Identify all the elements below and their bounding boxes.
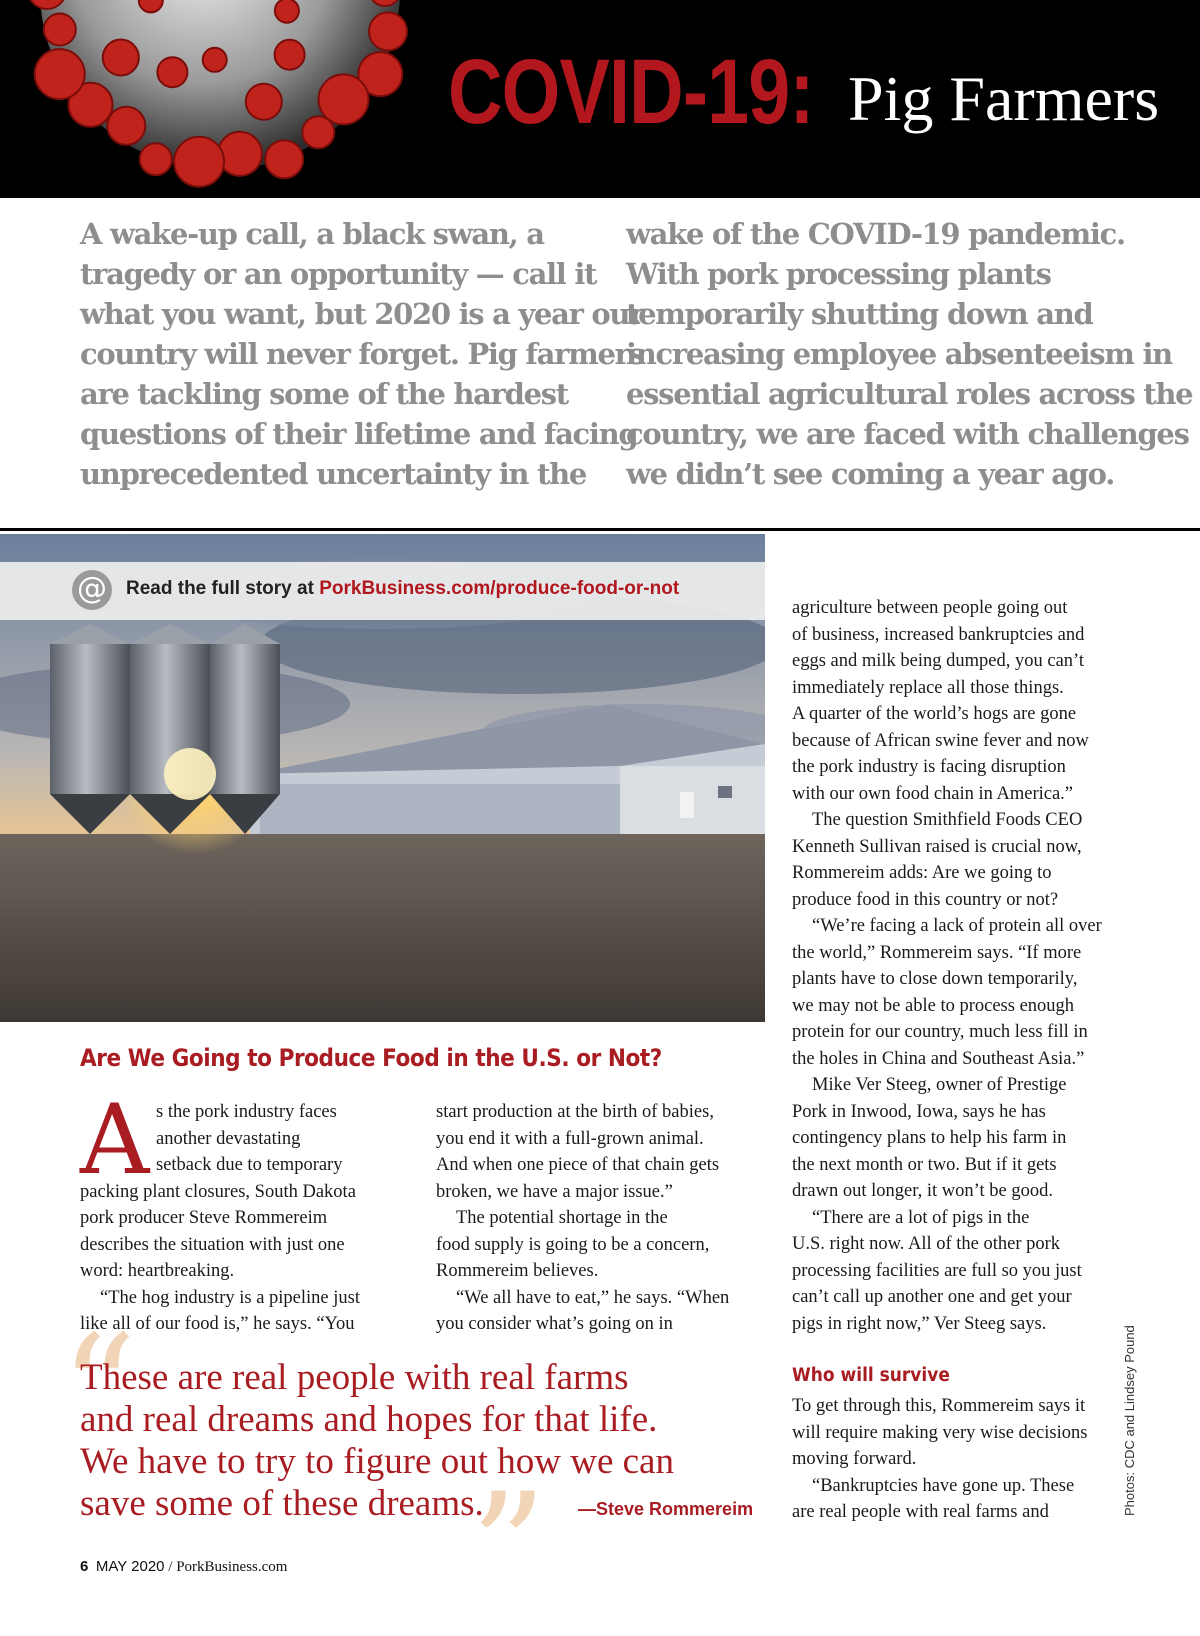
body-line: plants have to close down temporarily, bbox=[792, 969, 1078, 989]
body-line: contingency plans to help his farm in bbox=[792, 1128, 1067, 1148]
intro-line: essential agricultural roles across the bbox=[626, 377, 1193, 411]
body-line: “The hog industry is a pipeline just bbox=[100, 1287, 360, 1308]
body-line: agriculture between people going out bbox=[792, 598, 1068, 618]
body-line: Kenneth Sullivan raised is crucial now, bbox=[792, 836, 1082, 857]
virus-spike bbox=[174, 137, 224, 187]
intro-line: we didn’t see coming a year ago. bbox=[626, 457, 1114, 491]
close-quote-mark: ” bbox=[470, 1462, 547, 1636]
virus-spike bbox=[275, 40, 305, 70]
body-line: pork producer Steve Rommereim bbox=[80, 1208, 328, 1228]
title-covid: COVID-19: bbox=[448, 41, 814, 143]
body-line: you consider what’s going on in bbox=[436, 1314, 673, 1334]
intro-line: A wake-up call, a black swan, a bbox=[80, 217, 544, 251]
virus-spike bbox=[369, 12, 407, 50]
intro-line: what you want, but 2020 is a year our bbox=[80, 297, 644, 331]
virus-spike bbox=[275, 0, 299, 23]
body-line: packing plant closures, South Dakota bbox=[80, 1181, 356, 1202]
body-line: are real people with real farms and bbox=[792, 1502, 1049, 1522]
body-line: eggs and milk being dumped, you can’t bbox=[792, 651, 1085, 671]
body-line: Rommereim adds: Are we going to bbox=[792, 863, 1052, 883]
virus-spike bbox=[246, 84, 282, 120]
pull-quote-line: We have to try to figure out how we can bbox=[80, 1441, 674, 1482]
read-more-banner[interactable] bbox=[0, 562, 765, 620]
quote-attribution: —Steve Rommereim bbox=[578, 1499, 754, 1519]
page-footer bbox=[80, 1558, 287, 1576]
body-line: The potential shortage in the bbox=[456, 1208, 668, 1228]
body-line: pigs in right now,” Ver Steeg says. bbox=[792, 1313, 1047, 1334]
body-line: drawn out longer, it won’t be good. bbox=[792, 1181, 1053, 1201]
body-line: start production at the birth of babies, bbox=[436, 1102, 714, 1122]
page-title bbox=[448, 40, 1160, 145]
body-line: the next month or two. But if it gets bbox=[792, 1154, 1057, 1175]
coronavirus-illustration bbox=[0, 0, 460, 198]
story-link[interactable]: PorkBusiness.com/produce-food-or-not bbox=[319, 578, 680, 599]
intro-line: country will never forget. Pig farmers bbox=[80, 337, 644, 371]
body-line: U.S. right now. All of the other pork bbox=[792, 1234, 1061, 1254]
drop-cap: A bbox=[80, 1084, 150, 1196]
open-quote-mark: “ bbox=[60, 1304, 137, 1478]
virus-spike bbox=[103, 40, 139, 76]
body-line: you end it with a full-grown animal. bbox=[436, 1128, 704, 1149]
body-line: broken, we have a major issue.” bbox=[436, 1181, 673, 1202]
intro-deck-right bbox=[626, 214, 1193, 494]
body-line: word: heartbreaking. bbox=[80, 1261, 235, 1281]
page-number: 6 bbox=[80, 1558, 89, 1575]
banner-text bbox=[126, 578, 679, 600]
title-pig-farmers: Pig Farmers bbox=[848, 63, 1160, 134]
pull-quote-line: save some of these dreams. bbox=[80, 1483, 484, 1524]
pull-quote-line: and real dreams and hopes for that life. bbox=[80, 1399, 658, 1440]
footer-site[interactable]: PorkBusiness.com bbox=[176, 1559, 288, 1575]
intro-line: country, we are faced with challenges bbox=[626, 417, 1189, 451]
intro-line: questions of their lifetime and facing bbox=[80, 417, 638, 451]
intro-line: With pork processing plants bbox=[626, 257, 1051, 291]
virus-spike bbox=[107, 107, 145, 145]
virus-spike bbox=[157, 57, 187, 87]
body-line: like all of our food is,” he says. “You bbox=[80, 1314, 355, 1334]
body-line: produce food in this country or not? bbox=[792, 889, 1059, 910]
intro-line: unprecedented uncertainty in the bbox=[80, 457, 587, 491]
body-line: s the pork industry faces bbox=[156, 1102, 337, 1122]
body-line: processing facilities are full so you just bbox=[792, 1260, 1082, 1281]
intro-line: tragedy or an opportunity — call it bbox=[80, 257, 597, 291]
article-column-2 bbox=[436, 1099, 756, 1338]
article-column-3-continued bbox=[792, 1393, 1132, 1526]
body-line: the world,” Rommereim says. “If more bbox=[792, 942, 1082, 963]
article-subhead: Are We Going to Produce Food in the U.S. or Not? bbox=[80, 1044, 662, 1072]
body-line: of business, increased bankruptcies and bbox=[792, 624, 1085, 645]
body-line: because of African swine fever and now bbox=[792, 730, 1089, 751]
farm-photo bbox=[0, 534, 765, 1022]
body-line: Pork in Inwood, Iowa, says he has bbox=[792, 1101, 1046, 1122]
body-line: describes the situation with just one bbox=[80, 1234, 345, 1255]
body-line: “There are a lot of pigs in the bbox=[812, 1207, 1030, 1228]
intro-deck-left bbox=[80, 214, 644, 494]
issue-date: MAY 2020 bbox=[95, 1558, 165, 1575]
virus-spike bbox=[218, 132, 262, 176]
body-line: moving forward. bbox=[792, 1449, 917, 1469]
virus-spike bbox=[265, 140, 303, 178]
intro-line: wake of the COVID-19 pandemic. bbox=[626, 217, 1125, 251]
section-rule bbox=[0, 528, 1200, 531]
body-line: protein for our country, much less fill in bbox=[792, 1022, 1088, 1042]
banner-lead: Read the full story at bbox=[126, 578, 320, 599]
virus-spike bbox=[319, 74, 369, 124]
header-band bbox=[0, 0, 1200, 198]
body-line: The question Smithfield Foods CEO bbox=[812, 810, 1083, 830]
body-line: “Bankruptcies have gone up. These bbox=[812, 1475, 1075, 1496]
article-column-3 bbox=[792, 595, 1132, 1337]
body-line: And when one piece of that chain gets bbox=[436, 1155, 720, 1175]
body-line: Mike Ver Steeg, owner of Prestige bbox=[812, 1075, 1067, 1095]
body-line: setback due to temporary bbox=[156, 1155, 343, 1175]
body-line: we may not be able to process enough bbox=[792, 995, 1075, 1016]
body-line: can’t call up another one and get your bbox=[792, 1287, 1072, 1307]
virus-spike bbox=[35, 49, 85, 99]
body-line: To get through this, Rommereim says it bbox=[792, 1396, 1086, 1416]
body-line: “We’re facing a lack of protein all over bbox=[812, 916, 1102, 936]
intro-line: are tackling some of the hardest bbox=[80, 377, 568, 411]
footer-separator: / bbox=[164, 1559, 177, 1575]
virus-spike bbox=[44, 14, 76, 46]
body-line: Rommereim believes. bbox=[436, 1261, 599, 1281]
body-line: food supply is going to be a concern, bbox=[436, 1234, 710, 1255]
intro-line: temporarily shutting down and bbox=[626, 297, 1093, 331]
body-line: will require making very wise decisions bbox=[792, 1422, 1088, 1443]
body-line: A quarter of the world’s hogs are gone bbox=[792, 704, 1077, 724]
body-line: immediately replace all those things. bbox=[792, 677, 1064, 698]
at-icon: @ bbox=[72, 570, 112, 610]
pull-quote-line: These are real people with real farms bbox=[80, 1357, 629, 1398]
virus-spike bbox=[302, 116, 334, 148]
intro-line: increasing employee absenteeism in bbox=[626, 337, 1172, 371]
section-subhead-who-will-survive: Who will survive bbox=[792, 1365, 950, 1386]
body-line: “We all have to eat,” he says. “When bbox=[456, 1287, 730, 1308]
body-line: the pork industry is facing disruption bbox=[792, 757, 1066, 777]
photo-credit: Photos: CDC and Lindsey Pound bbox=[1122, 1325, 1137, 1516]
article-column-1 bbox=[80, 1099, 400, 1338]
body-line: the holes in China and Southeast Asia.” bbox=[792, 1048, 1085, 1069]
body-line: with our own food chain in America.” bbox=[792, 783, 1074, 804]
body-line: another devastating bbox=[156, 1128, 301, 1149]
virus-spike bbox=[140, 143, 172, 175]
virus-spike bbox=[203, 48, 227, 72]
